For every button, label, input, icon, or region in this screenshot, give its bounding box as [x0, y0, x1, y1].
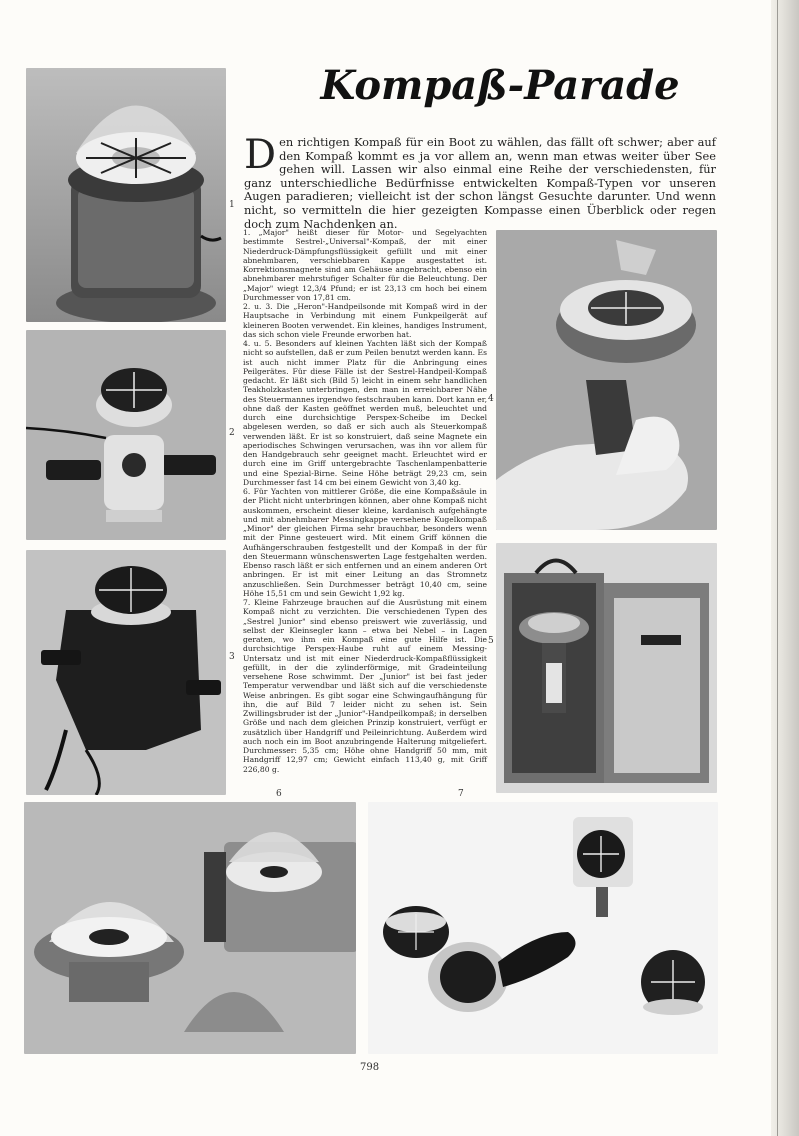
- photo-5-teak-box: [496, 543, 717, 793]
- figure-number-7: 7: [458, 789, 464, 799]
- photo-7-junior-compasses: [368, 802, 718, 1054]
- paragraph-5: 7. Kleine Fahrzeuge brauchen auf die Ausrüstung mit einem Kompaß nicht zu verzichten. Die verschiedenen Typen des „Sestrel Junior" sind ebenso preiswert wie zuverlässig, und selbst der Kleinsegler kann – etwa bei Nebel – in Lagen geraten, wo ihm ein Kompaß eine gute Hilfe ist. Die durchsichtige Perspex-Haube ruht auf einem Messing-Untersatz und ist mit einer Niederdruck-Kompaßflüssigkeit gefüllt, in der die zylinderförmige, mit Gradeinteilung versehene Rose schwimmt. Der „Junior" ist bei fast jeder Temperatur verwendbar und läßt sich auf die verschiedenste Weise anbringen. Es gibt sogar eine Schwingaufhängung für ihn, die auf Bild 7 leider nicht zu sehen ist. Sein Zwillingsbruder ist der „Junior"-Handpeilkompaß; in derselben Größe und nach dem gleichen Prinzip konstruiert, verfügt er zusätzlich über Handgriff und Peileinrichtung. Außerdem wird auch noch ein im Boot anzubringende Halterung mitgeliefert. Durchmesser: 5,35 cm; Höhe ohne Handgriff 50 mm, mit Handgriff 12,97 cm; Gewicht einfach 113,40 g, mit Griff 226,80 g.: [243, 598, 487, 774]
- figure-number-1: 1: [229, 200, 235, 210]
- photo-6-minor-compasses: [24, 802, 356, 1054]
- intro-text: Den richtigen Kompaß für ein Boot zu wählen, das fällt oft schwer; aber auf den Kompaß kommt es ja vor allem an, wenn man etwas weiter über See gehen will. Lassen wir also einmal eine Reihe der verschiedensten, für ganz unterschiedliche Bedürfnisse entwickelten Kompaß-Typen vor unseren Augen paradieren; vielleicht ist der schon längst Gesuchte darunter. Und wenn nicht, so vermitteln die hier gezeigten Kompasse einen Überblick oder regen doch zum Nachdenken an.: [244, 132, 716, 231]
- figure-number-2: 2: [229, 428, 235, 438]
- page-number: 798: [360, 1062, 380, 1073]
- figure-number-6: 6: [276, 789, 282, 799]
- article-body: [243, 228, 487, 774]
- figure-number-4: 4: [488, 394, 494, 404]
- photo-3-heron-bracket: [26, 550, 226, 795]
- photo-4-hand-compass: [496, 230, 717, 530]
- paragraph-3: 4. u. 5. Besonders auf kleinen Yachten läßt sich der Kompaß nicht so aufstellen, daß er zum Peilen benutzt werden kann. Es ist auch nicht immer Platz für die Anbringung eines Peilgerätes. Für diese Fälle ist der Sestrel-Handpeil-Kompaß gedacht. Er läßt sich (Bild 5) leicht in einem sehr handlichen Teakholzkasten unterbringen, den man in erreichbarer Nähe des Steuermannes irgendwo festschrauben kann. Dort kann er, ohne daß der Kasten geöffnet werden muß, beleuchtet und durch eine durchsichtige Perspex-Scheibe im Deckel abgelesen werden, so daß er sich auch als Steuerkompaß verwenden läßt. Er ist so konstruiert, daß seine Magnete ein aperiodisches Schwingen verursachen, was ihn vor allem für den Handgebrauch sehr geeignet macht. Erleuchtet wird er durch eine im Griff untergebrachte Taschenlampenbatterie und eine Spezial-Birne. Seine Höhe beträgt 29,23 cm, sein Durchmesser fast 14 cm bei einem Gewicht von 3,40 kg.: [243, 339, 487, 487]
- photo-1-major-compass: [26, 68, 226, 322]
- paragraph-2: 2. u. 3. Die „Heron"-Handpeilsonde mit Kompaß wird in der Hauptsache in Verbindung mit einem Funkpeilgerät auf kleineren Booten verwendet. Ein kleines, handiges Instrument, das sich schon viele Freunde erworben hat.: [243, 302, 487, 339]
- page-title: Kompaß-Parade: [320, 62, 680, 109]
- paragraph-4: 6. Für Yachten von mittlerer Größe, die eine Kompaßsäule in der Plicht nicht unterbringen können, aber ohne Kompaß nicht auskommen, erscheint dieser kleine, kardanisch aufgehängte und mit abnehmbarer Messingkappe versehene Kugelkompaß „Minor" der gleichen Firma sehr brauchbar, besonders wenn mit der Pinne gesteuert wird. Mit einem Griff können die Aufhängerschrauben festgestellt und der Kompaß in der für den Steuermann wünschenswerten Lage festgehalten werden. Ebenso rasch läßt er sich entfernen und an einem anderen Ort anbringen. Er ist mit einer Leitung an das Stromnetz anzuschließen. Sein Durchmesser beträgt 10,40 cm, seine Höhe 15,51 cm und sein Gewicht 1,92 kg.: [243, 487, 487, 598]
- figure-number-3: 3: [229, 652, 235, 662]
- paragraph-1: 1. „Major" heißt dieser für Motor- und Segelyachten bestimmte Sestrel-„Universal"-Kompaß, der mit einer Niederdruck-Dämpfungsflüssigkeit gefüllt und mit einer abnehmbaren, verschiebbaren Kappe ausgestattet ist. Korrektionsmagnete sind am Gehäuse angebracht, ebenso ein abnehmbarer mehrstufiger Schalter für die Beleuchtung. Der „Major" wiegt 12,3/4 Pfund; er ist 23,13 cm hoch bei einem Durchmesser von 17,81 cm.: [243, 228, 487, 302]
- page-edge: [771, 0, 799, 1136]
- figure-number-5: 5: [488, 636, 494, 646]
- photo-2-heron-compass: [26, 330, 226, 540]
